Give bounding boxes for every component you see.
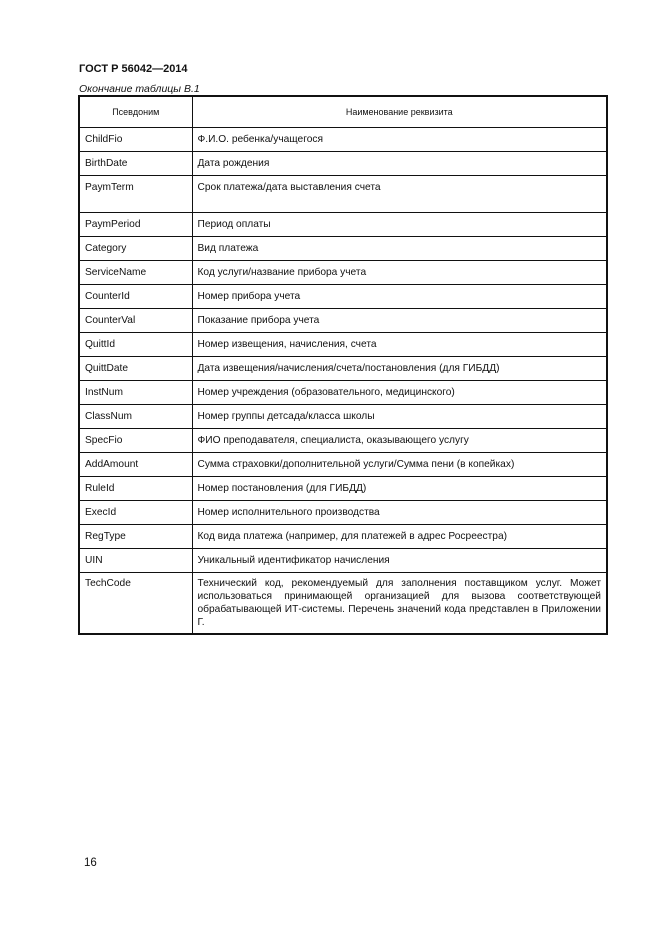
table-row [79,333,607,357]
alias-cell: ClassNum [79,405,192,429]
table-row [79,309,607,333]
table-row [79,152,607,176]
table-row [79,357,607,381]
alias-cell: PaymTerm [79,176,192,213]
name-cell: Номер извещения, начисления, счета [192,333,607,357]
table-row [79,405,607,429]
alias-cell: CounterVal [79,309,192,333]
alias-cell: AddAmount [79,453,192,477]
name-cell: Период оплаты [192,213,607,237]
alias-cell: ExecId [79,501,192,525]
name-cell: Номер постановления (для ГИБДД) [192,477,607,501]
name-cell: Код услуги/название прибора учета [192,261,607,285]
name-cell: Номер группы детсада/класса школы [192,405,607,429]
name-cell: Сумма страховки/дополнительной услуги/Сумма пени (в копейках) [192,453,607,477]
table-row [79,453,607,477]
column-header-alias: Псевдоним [79,96,192,128]
name-cell: Срок платежа/дата выставления счета [192,176,607,213]
alias-cell: ServiceName [79,261,192,285]
column-header-name: Наименование реквизита [192,96,607,128]
alias-cell: QuittDate [79,357,192,381]
table-row [79,429,607,453]
table-row [79,285,607,309]
table-caption: Окончание таблицы В.1 [79,83,200,95]
name-cell: ФИО преподавателя, специалиста, оказывающего услугу [192,429,607,453]
alias-cell: RegType [79,525,192,549]
document-standard-header: ГОСТ Р 56042—2014 [79,63,188,75]
table-row [79,477,607,501]
name-cell: Ф.И.О. ребенка/учащегося [192,128,607,152]
table-row [79,381,607,405]
table-header-row [79,96,607,128]
alias-cell: ChildFio [79,128,192,152]
table-row [79,213,607,237]
alias-cell: CounterId [79,285,192,309]
table-row [79,549,607,573]
name-cell: Номер исполнительного производства [192,501,607,525]
name-cell: Технический код, рекомендуемый для заполнения поставщиком услуг. Может использоваться принимающей организацией для вызова соответствующей обрабатывающей ИТ-системы. Перечень значений кода представлен в Приложении Г. [192,573,607,635]
name-cell: Код вида платежа (например, для платежей в адрес Росреестра) [192,525,607,549]
name-cell: Дата извещения/начисления/счета/постановления (для ГИБДД) [192,357,607,381]
page-number: 16 [84,857,97,869]
name-cell: Вид платежа [192,237,607,261]
table-row [79,501,607,525]
alias-cell: SpecFio [79,429,192,453]
name-cell: Показание прибора учета [192,309,607,333]
alias-cell: PaymPeriod [79,213,192,237]
alias-cell: TechCode [79,573,192,635]
alias-cell: RuleId [79,477,192,501]
alias-cell: InstNum [79,381,192,405]
name-cell: Дата рождения [192,152,607,176]
alias-cell: Category [79,237,192,261]
name-cell: Номер прибора учета [192,285,607,309]
table-row [79,525,607,549]
table-row [79,573,607,635]
alias-cell: QuittId [79,333,192,357]
table-row [79,128,607,152]
alias-cell: UIN [79,549,192,573]
alias-cell: BirthDate [79,152,192,176]
requisites-table [78,95,608,635]
name-cell: Номер учреждения (образовательного, медицинского) [192,381,607,405]
name-cell: Уникальный идентификатор начисления [192,549,607,573]
table-row [79,261,607,285]
table-row [79,176,607,213]
table-row [79,237,607,261]
